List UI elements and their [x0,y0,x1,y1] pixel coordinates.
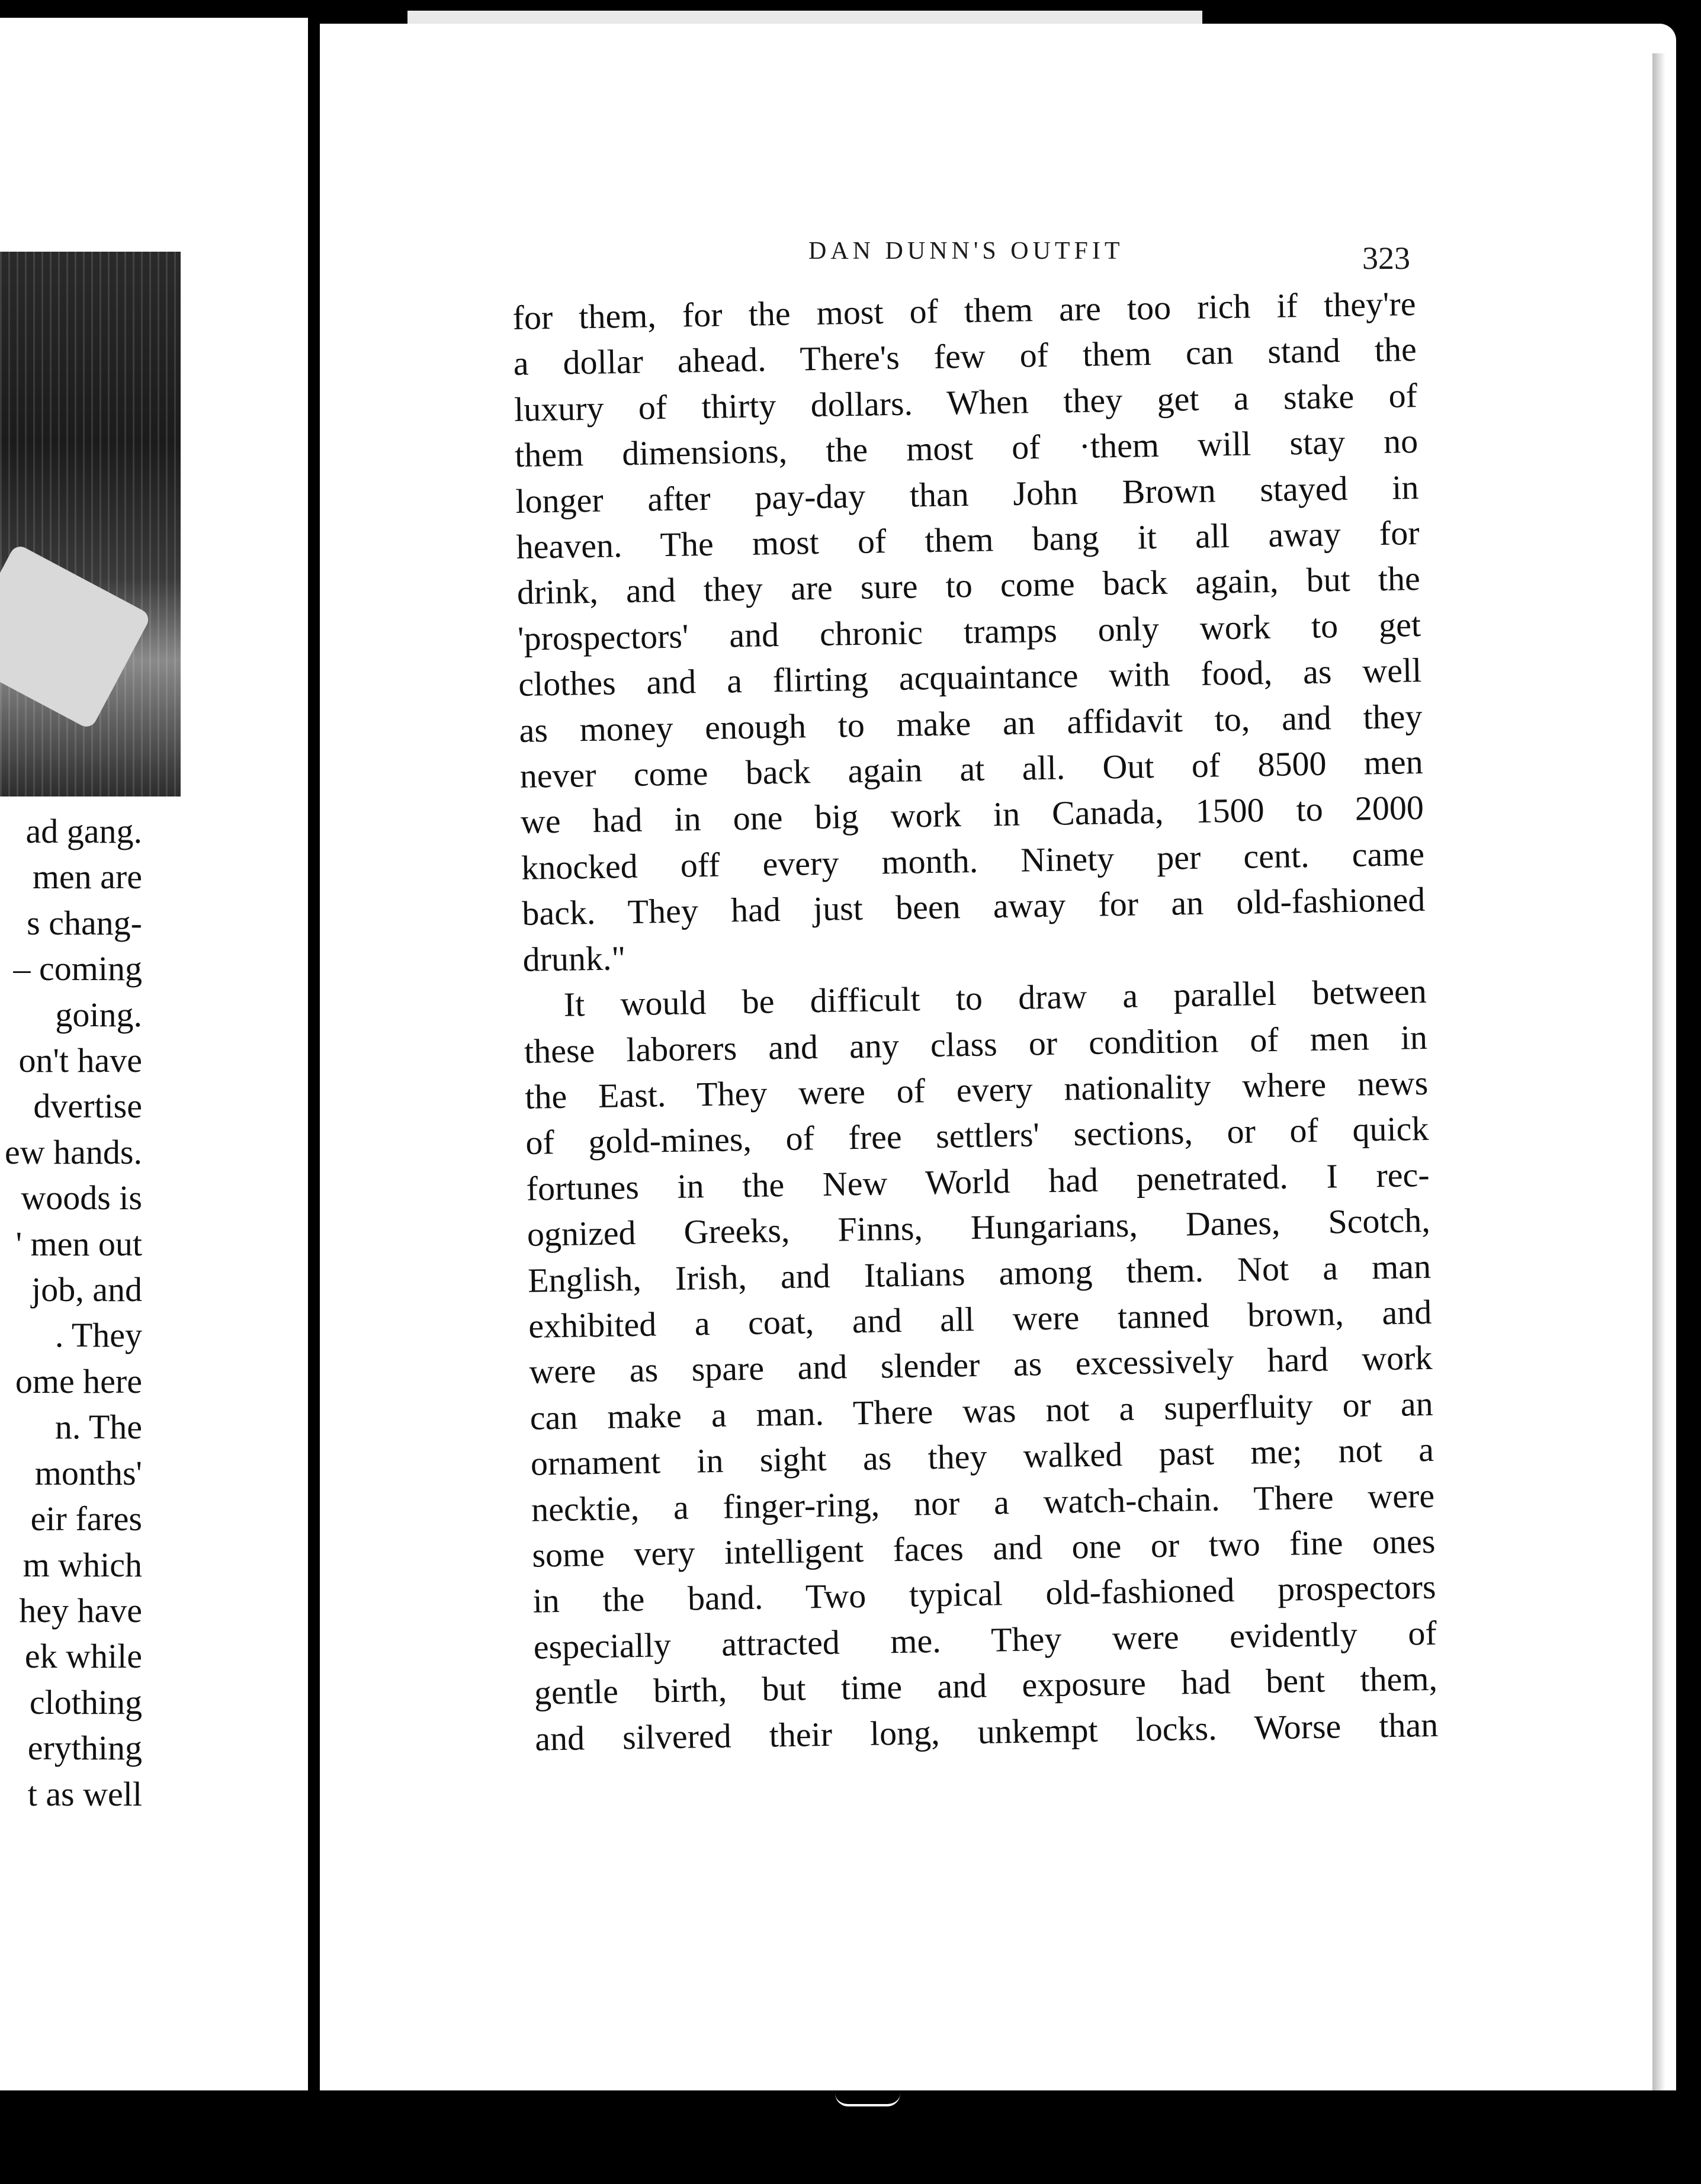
text-line: can make a man. There was not a superfluity or an [529,1384,1434,1437]
text-line: exhibited a coat, and all were tanned brown, and [528,1292,1432,1345]
text-line: ornament in sight as they walked past me; not a [530,1430,1434,1483]
paragraph-2 [523,968,1438,1762]
text-line: knocked off every month. Ninety per cent. came [521,834,1425,887]
left-text-line: ' men out [15,1224,142,1263]
left-text-line: – coming [13,949,142,988]
text-line: a dollar ahead. There's few of them can stand the [513,330,1417,383]
text-line: for them, for the most of them are too rich if they're [512,284,1416,337]
text-line: drunk." [522,938,626,979]
text-line: fortunes in the New World had penetrated. I rec- [526,1155,1430,1208]
left-text-line: n. The [54,1408,142,1447]
text-line: in the band. Two typical old-fashioned prospectors [532,1568,1436,1621]
text-line: 'prospectors' and chronic tramps only work to get [517,605,1421,658]
text-line: some very intelligent faces and one or two fine ones [531,1521,1436,1575]
text-line: gentle birth, but time and exposure had bent them, [534,1659,1438,1712]
text-line: as money enough to make an affidavit to, and they [519,696,1423,750]
body-text [512,281,1439,1762]
text-line: longer after pay-day than John Brown stayed in [515,467,1419,521]
left-text-line: ome here [15,1361,142,1401]
left-text-line: . They [54,1316,142,1355]
text-line: the East. They were of every nationality where news [524,1063,1429,1116]
text-line: we had in one big work in Canada, 1500 to 2000 [520,788,1424,842]
left-text-line: woods is [21,1178,142,1218]
text-line: drink, and they are sure to come back again, but the [516,559,1421,612]
text-line: heaven. The most of them bang it all away for [516,513,1420,566]
left-page-text [0,808,142,1817]
left-text-line: eir fares [30,1499,142,1539]
left-text-line: ek while [24,1637,142,1676]
right-page-edge [1652,53,1665,2090]
text-line: necktie, a finger-ring, nor a watch-chain. There were [531,1476,1435,1529]
text-line: English, Irish, and Italians among them. Not a man [527,1247,1432,1300]
left-text-line: going. [55,995,142,1034]
paragraph-1 [512,281,1426,982]
left-text-line: clothing [29,1682,142,1721]
text-line: them dimensions, the most of ·them will stay no [514,422,1418,475]
text-line: especially attracted me. They were evidently of [533,1613,1437,1666]
left-page [0,18,308,2090]
text-line: and silvered their long, unkempt locks. Worse than [534,1705,1439,1758]
left-text-line: erything [27,1729,142,1768]
text-line: luxury of thirty dollars. When they get a stake of [513,375,1418,429]
bottom-page-mark [835,2093,900,2106]
text-line: ognized Greeks, Finns, Hungarians, Danes, Scotch, [527,1200,1431,1254]
left-text-line: t as well [27,1774,142,1813]
text-line: back. They had just been away for an old-fashioned [521,880,1426,933]
left-text-line: hey have [19,1591,142,1630]
left-text-line: ew hands. [5,1132,142,1171]
text-line: were as spare and slender as excessively hard work [529,1338,1433,1392]
left-text-line: m which [23,1545,142,1584]
left-text-line: dvertise [33,1087,142,1126]
left-page-illustration [0,252,181,796]
text-line: these laborers and any class or condition of men in [524,1017,1428,1071]
text-line: never come back again at all. Out of 8500 men [519,743,1424,795]
running-header: DAN DUNN'S OUTFIT [808,237,1124,265]
text-line: clothes and a flirting acquaintance with food, as well [518,651,1422,704]
page-number: 323 [1362,240,1410,276]
left-text-line: men are [32,857,142,897]
left-text-line: ad gang. [25,812,142,850]
text-line: It would be difficult to draw a parallel between [563,971,1427,1024]
left-text-line: job, and [31,1270,142,1309]
text-line: of gold-mines, of free settlers' sections, or of quick [525,1109,1429,1162]
left-text-line: months' [34,1453,142,1492]
left-text-line: on't have [18,1041,142,1080]
left-text-line: s chang- [27,903,142,942]
